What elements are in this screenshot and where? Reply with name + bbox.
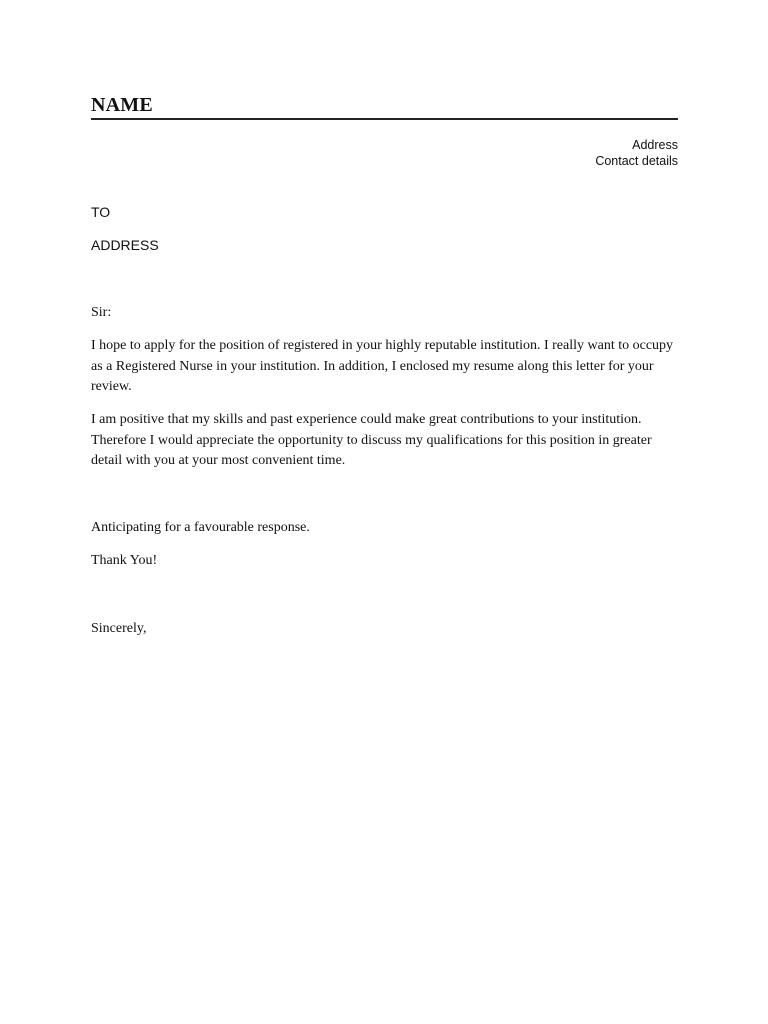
closing-line-1: Anticipating for a favourable response. (91, 520, 310, 535)
closing-line-2: Thank You! (91, 553, 158, 568)
body-paragraph-2: I am positive that my skills and past experience could make great contributions to your institution. Therefore I would appreciate the opportunity to discuss my qualifications for this position in greater detail with you at your most convenient time. (91, 412, 652, 468)
salutation: Sir: (91, 305, 112, 320)
sender-name-heading: NAME (91, 94, 153, 116)
sender-contact-details: Contact details (595, 154, 678, 168)
recipient-address: ADDRESS (91, 237, 159, 253)
heading-divider (91, 118, 678, 120)
body-paragraph-1: I hope to apply for the position of registered in your highly reputable institution. I really want to occupy as a Registered Nurse in your institution. In addition, I enclosed my resume along this letter for your review. (91, 338, 674, 394)
recipient-to-label: TO (91, 204, 111, 220)
sender-details (595, 137, 678, 169)
sender-address: Address (632, 138, 678, 152)
signoff: Sincerely, (91, 621, 147, 636)
